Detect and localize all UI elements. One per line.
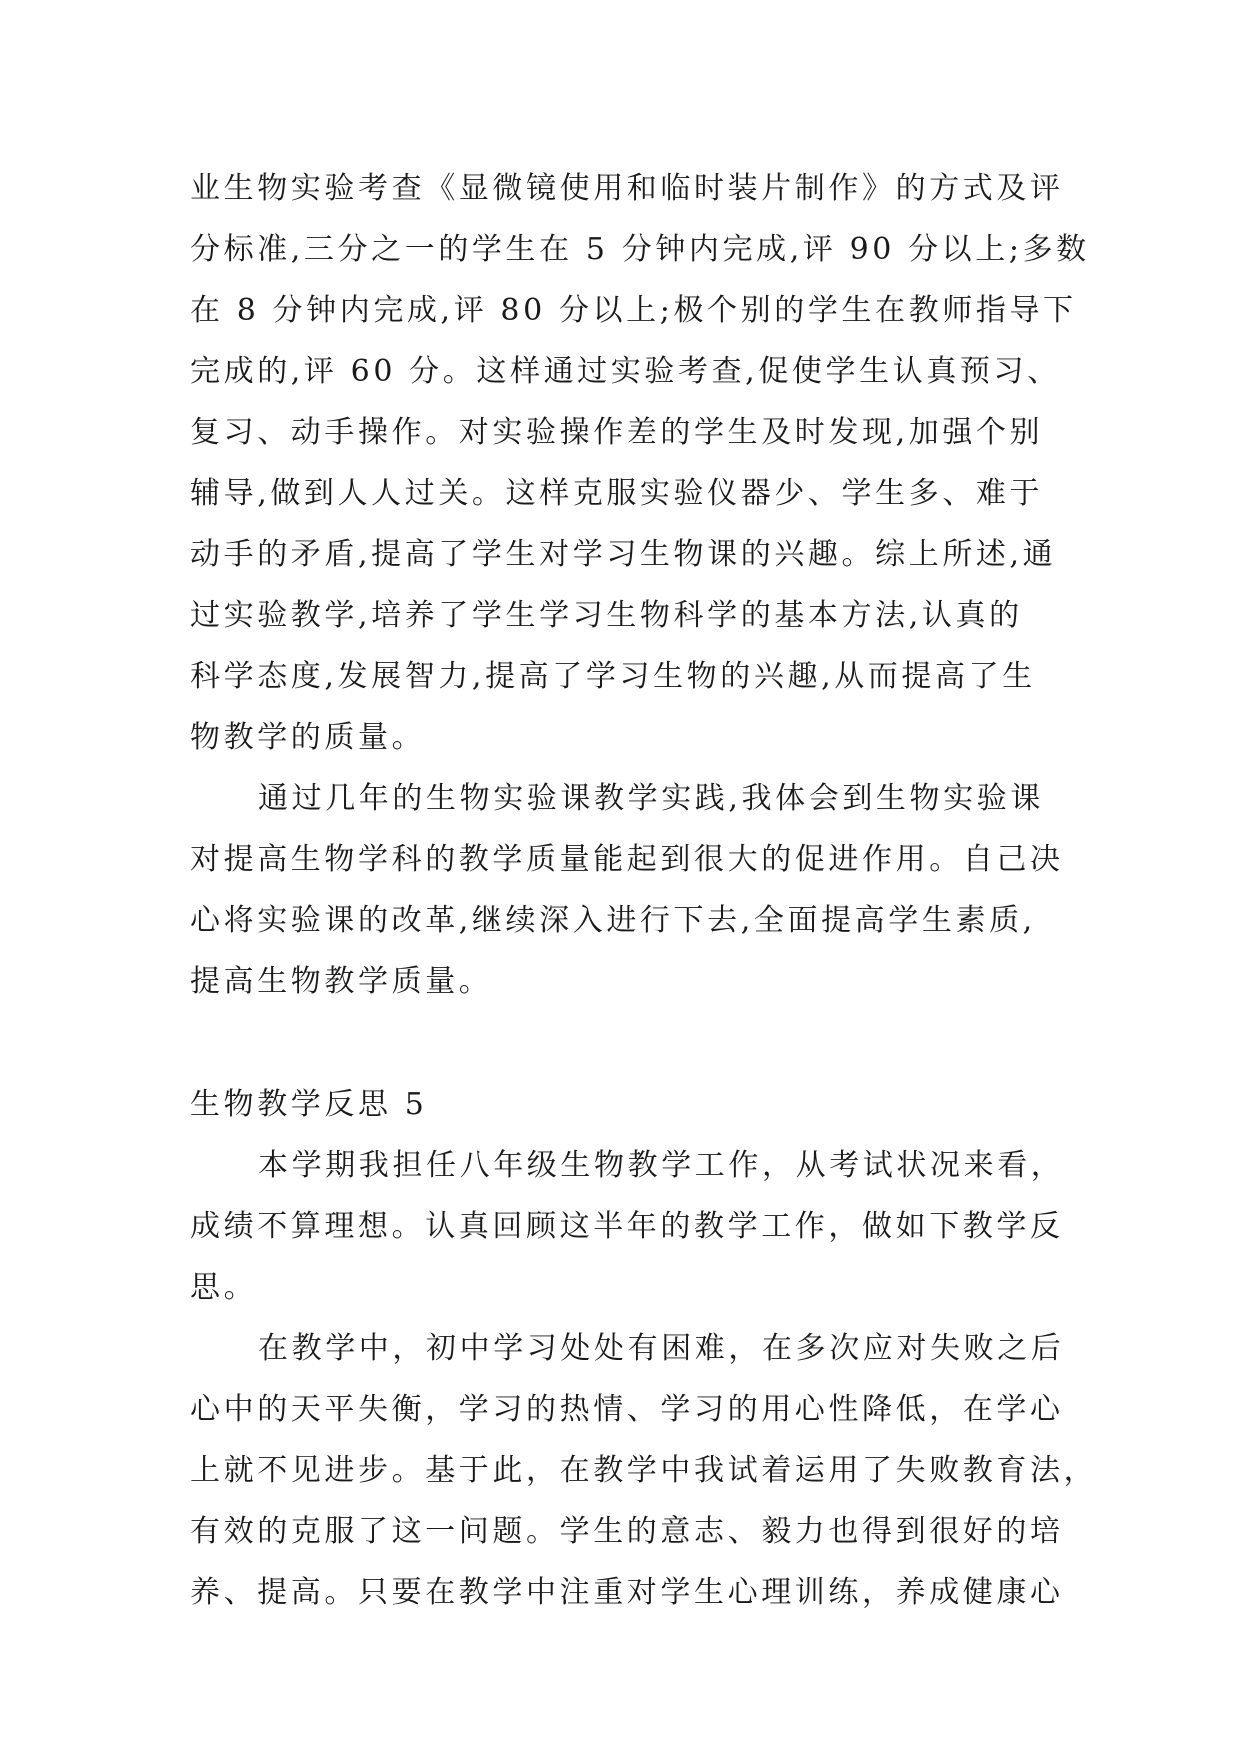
text-line: 心将实验课的改革,继续深入进行下去,全面提高学生素质, [190,903,1036,938]
text-line: 分标准,三分之一的学生在 5 分钟内完成,评 90 分以上;多数 [190,232,1090,267]
text-line: 业生物实验考查《显微镜使用和临时装片制作》的方式及评 [190,171,1064,206]
text-line: 提高生物教学质量。 [190,964,493,999]
text-line: 完成的,评 60 分。这样通过实验考查,促使学生认真预习、 [190,354,1061,389]
text-line: 对提高生物学科的教学质量能起到很大的促进作用。自己决 [190,842,1064,877]
text-line: 有效的克服了这一问题。学生的意志、毅力也得到很好的培 [190,1514,1064,1549]
text-line: 物教学的质量。 [190,720,426,755]
text-line: 过实验教学,培养了学生学习生物科学的基本方法,认真的 [190,598,1023,633]
paragraph-4 [190,1318,1098,1623]
paragraph-2 [190,768,1064,1012]
text-line: 在教学中，初中学习处处有困难，在多次应对失败之后 [258,1331,1065,1366]
text-line: 动手的矛盾,提高了学生对学习生物课的兴趣。综上所述,通 [190,537,1057,572]
text-line: 思。 [190,1270,258,1305]
text-line: 通过几年的生物实验课教学实践,我体会到生物实验课 [258,781,1044,816]
text-line: 在 8 分钟内完成,评 80 分以上;极个别的学生在教师指导下 [190,293,1077,328]
text-line: 科学态度,发展智力,提高了学习生物的兴趣,从而提高了生 [190,659,1036,694]
document-body [190,158,1098,1623]
section-spacer [190,1012,1050,1074]
text-line: 养、提高。只要在教学中注重对学生心理训练，养成健康心 [190,1575,1064,1610]
text-line: 本学期我担任八年级生物教学工作，从考试状况来看， [258,1148,1065,1183]
section-heading: 生物教学反思 5 [190,1087,428,1122]
text-line: 心中的天平失衡，学习的热情、学习的用心性降低，在学心 [190,1392,1064,1427]
text-line: 成绩不算理想。认真回顾这半年的教学工作，做如下教学反 [190,1209,1064,1244]
text-line: 复习、动手操作。对实验操作差的学生及时发现,加强个别 [190,415,1044,450]
text-line: 辅导,做到人人过关。这样克服实验仪器少、学生多、难于 [190,476,1044,511]
text-line: 上就不见进步。基于此，在教学中我试着运用了失败教育法， [190,1453,1098,1488]
paragraph-3 [190,1135,1065,1318]
paragraph-1 [190,158,1090,768]
